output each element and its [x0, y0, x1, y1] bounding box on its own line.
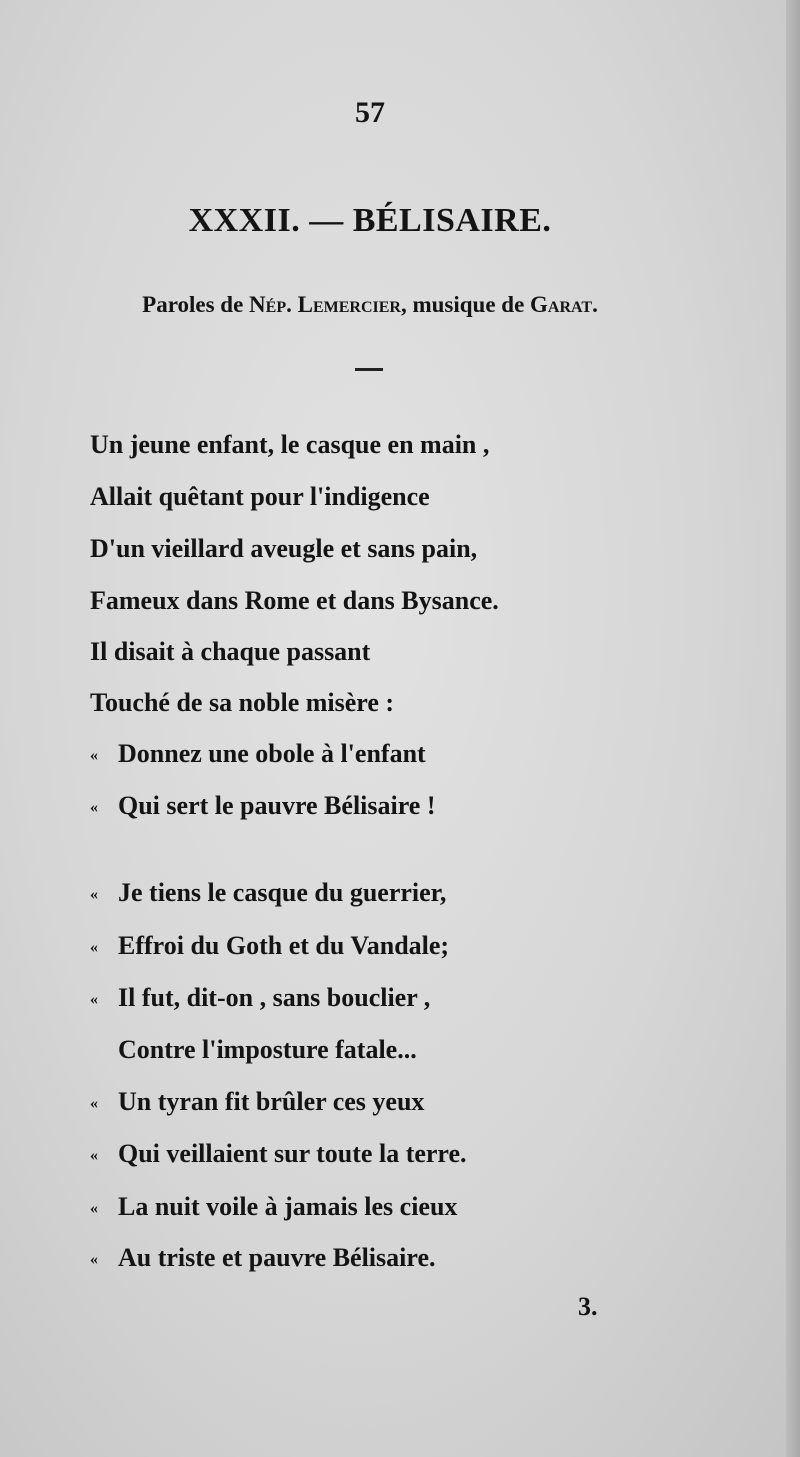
- verse-line: [90, 1241, 435, 1275]
- quote-mark: «: [90, 747, 98, 765]
- verse-text: Il fut, dit-on , sans bouclier ,: [118, 983, 431, 1012]
- verse-line: Touché de sa noble misère :: [90, 688, 395, 717]
- verse-line: Contre l'imposture fatale...: [118, 1035, 417, 1064]
- signature-mark: 3.: [578, 1292, 598, 1321]
- verse-text: Effroi du Goth et du Vandale;: [118, 931, 450, 960]
- song-credits: [0, 292, 740, 318]
- verse-text: Qui sert le pauvre Bélisaire !: [118, 791, 436, 820]
- verse-line: [90, 1190, 457, 1224]
- verse-line: D'un vieillard aveugle et sans pain,: [90, 534, 478, 563]
- verse-line: [90, 737, 426, 771]
- verse-line: [90, 929, 449, 963]
- quote-mark: «: [90, 939, 98, 957]
- lyricist-name: Nép. Lemercier: [249, 292, 401, 317]
- verse-line: [90, 1085, 424, 1119]
- verse-text: Donnez une obole à l'enfant: [118, 739, 426, 768]
- verse-line: Un jeune enfant, le casque en main ,: [90, 430, 490, 459]
- verse-text: Au triste et pauvre Bélisaire.: [118, 1243, 436, 1272]
- verse-line: [90, 789, 436, 823]
- page-number: 57: [355, 96, 385, 129]
- verse-text: La nuit voile à jamais les cieux: [118, 1192, 458, 1221]
- verse-text: Qui veillaient sur toute la terre.: [118, 1139, 467, 1168]
- quote-mark: «: [90, 1095, 98, 1113]
- composer-name: Garat.: [530, 292, 598, 317]
- quote-mark: «: [90, 1200, 98, 1218]
- verse-line: [90, 876, 446, 910]
- separator-rule: [355, 368, 383, 371]
- verse-line: Fameux dans Rome et dans Bysance.: [90, 586, 499, 615]
- quote-mark: «: [90, 991, 98, 1009]
- verse-line: [90, 981, 430, 1015]
- quote-mark: «: [90, 1251, 98, 1269]
- verse-line: [90, 1137, 467, 1171]
- verse-text: Je tiens le casque du guerrier,: [118, 878, 447, 907]
- quote-mark: «: [90, 886, 98, 904]
- verse-text: Un tyran fit brûler ces yeux: [118, 1087, 425, 1116]
- quote-mark: «: [90, 1147, 98, 1165]
- song-title: XXXII. — BÉLISAIRE.: [188, 202, 552, 239]
- credits-music-prefix: , musique de: [400, 292, 531, 317]
- credits-lyrics-prefix: Paroles de: [142, 292, 250, 317]
- verse-line: Il disait à chaque passant: [90, 637, 371, 666]
- quote-mark: «: [90, 799, 98, 817]
- page-edge: [786, 0, 800, 1457]
- verse-line: Allait quêtant pour l'indigence: [90, 482, 430, 511]
